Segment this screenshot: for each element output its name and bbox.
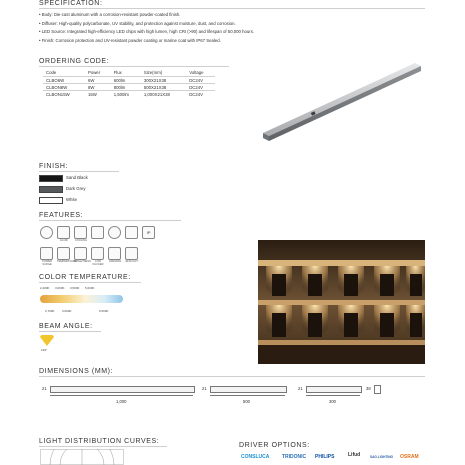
- beam-angle-rule: [39, 331, 101, 332]
- col-flux: Flux: [113, 70, 122, 75]
- dim-height-label-1000: 21: [42, 386, 47, 391]
- ct-bottom-label-2700: 2,700K: [45, 309, 55, 313]
- feature-label: LIFESPAN: [108, 260, 122, 263]
- cell-size: 1,000X21X38: [141, 91, 186, 98]
- driver-logo-sag-lighting: SAG.LIGHTING: [370, 455, 394, 459]
- waterproof-icon: [125, 226, 138, 239]
- cell-voltage: DC24V: [186, 84, 215, 91]
- cell-flux: 600lm: [111, 77, 141, 84]
- color-temperature-gradient-bar: [40, 295, 123, 303]
- brightness-icon: [74, 247, 87, 260]
- spec-item-led-source: • LED Source: Integrated high-efficiency LED chips with high lumen, high CRI (>90) and lifespan of 50,000 hours.: [39, 29, 255, 34]
- features-heading: FEATURES:: [39, 212, 84, 219]
- feature-shield: [40, 226, 53, 239]
- feature-label: BRIGHTNESS: [74, 260, 91, 263]
- low-flicker-icon: [91, 247, 104, 260]
- hi-cri-icon: [57, 226, 70, 239]
- ordering-header-row: [43, 69, 215, 77]
- dim-bar-300: [306, 386, 362, 393]
- driver-options-heading: DRIVER OPTIONS:: [239, 442, 310, 449]
- col-code: Code: [46, 70, 57, 75]
- dim-depth-label: 38: [366, 386, 371, 391]
- feature-label: TEMPERATURE: [57, 260, 77, 263]
- finish-heading: FINISH:: [39, 163, 69, 170]
- ct-bottom-label-3000: 3,000K: [62, 309, 72, 313]
- feature-label: LOW FLICKER: [92, 260, 104, 266]
- dim-height-label-300: 21: [298, 386, 303, 391]
- specification-rule: [39, 8, 425, 9]
- feature-ip-rating: [142, 226, 155, 239]
- table-row: [43, 91, 215, 98]
- feature-label: POWER SURGE: [42, 260, 52, 266]
- color-temperature-heading: COLOR TEMPERATURE:: [39, 274, 131, 281]
- specification-heading: SPECIFICATION:: [39, 0, 103, 7]
- dimensions-heading: DIMENSIONS (MM):: [39, 368, 114, 375]
- finish-label: Sand Black: [66, 175, 88, 180]
- spec-item-diffuser: • Diffuser: High-quality polycarbonate, UV stability, and protection against moisture, dust, and corrosion.: [39, 20, 236, 26]
- driver-logo-lifud: Lifud: [348, 452, 361, 458]
- ordering-heading: ORDERING CODE:: [39, 58, 110, 65]
- cell-voltage: DC24V: [186, 77, 215, 84]
- color-temperature-rule: [39, 282, 141, 283]
- table-row: [43, 84, 215, 91]
- ip-rating-icon: IP: [142, 226, 155, 239]
- light-distribution-heading: LIGHT DISTRIBUTION CURVES:: [39, 438, 160, 445]
- feature-label: EFFICACY: [125, 260, 139, 263]
- dim-length-500: 500: [243, 399, 250, 404]
- ordering-rule: [39, 66, 229, 67]
- driver-logo-tridonic: TRIDONIC: [282, 454, 307, 460]
- col-size: Size(mm): [143, 70, 163, 75]
- col-power: Power: [87, 70, 101, 75]
- finish-label: White: [66, 197, 77, 202]
- cell-power: 8W: [85, 84, 111, 91]
- feature-chip: [91, 226, 104, 239]
- dim-line-300: [306, 395, 360, 396]
- table-row: [43, 77, 215, 84]
- ct-top-label-3000: 3,000K: [55, 286, 65, 290]
- ordering-table: [43, 69, 215, 98]
- features-rule: [39, 220, 181, 221]
- cell-size: 300X21X38: [141, 77, 186, 84]
- gauge-icon: [108, 226, 121, 239]
- feature-label: HI-CRI: [60, 239, 68, 242]
- cell-size: 500X21X38: [141, 84, 186, 91]
- efficacy-icon: [125, 247, 138, 260]
- cell-power: 6W: [85, 77, 111, 84]
- feature-cooling: [74, 226, 88, 242]
- temperature-icon: [57, 247, 70, 260]
- facade-illumination-photo: [258, 240, 425, 364]
- beam-angle-icon: [40, 335, 54, 347]
- driver-logo-osram: OSRAM: [400, 454, 419, 460]
- light-distribution-rule: [39, 446, 167, 447]
- dim-bar-500: [210, 386, 287, 393]
- ct-top-label-5000: 5,000K: [85, 286, 95, 290]
- feature-waterproof: [125, 226, 138, 239]
- feature-power-surge: [40, 247, 54, 266]
- finish-swatch: [39, 186, 63, 193]
- spec-item-finish: • Finish: Corrosion protection and UV-resistant powder coating or marine coat with IP67 Sealed.: [39, 37, 221, 43]
- driver-logo-philips: PHILIPS: [315, 454, 335, 460]
- ct-bottom-label-6500: 6,500K: [99, 309, 109, 313]
- beam-angle-heading: BEAM ANGLE:: [39, 323, 93, 330]
- shield-icon: [40, 226, 53, 239]
- specification-list: [39, 11, 254, 45]
- driver-logo-consluca: CONSLUCA: [241, 454, 270, 460]
- linear-light-product-image: [255, 55, 425, 145]
- ct-top-label-2200: 2,200K: [40, 286, 50, 290]
- ct-top-label-3500: 3,500K: [70, 286, 80, 290]
- cell-code: CLBON15W: [43, 91, 85, 98]
- cell-voltage: DC24V: [186, 91, 215, 98]
- dim-bar-1000: [50, 386, 195, 393]
- lifespan-icon: [108, 247, 121, 260]
- beam-angle-value: 120°: [41, 348, 48, 352]
- finish-swatch: [39, 175, 63, 182]
- dim-length-1000: 1,000: [116, 399, 127, 404]
- feature-low-flicker: [91, 247, 105, 266]
- spec-item-body: • Body: Die-cast aluminum with a corrosion-resistant powder-coated finish.: [39, 12, 181, 17]
- dim-line-1000: [50, 395, 193, 396]
- feature-efficacy: [125, 247, 139, 263]
- dim-height-label-500: 21: [202, 386, 207, 391]
- col-voltage: Voltage: [189, 70, 204, 75]
- cell-power: 15W: [85, 91, 111, 98]
- finish-swatch: [39, 197, 63, 204]
- dim-line-500: [210, 395, 285, 396]
- cooling-icon: [74, 226, 87, 239]
- cell-flux: 800lm: [111, 84, 141, 91]
- finish-rule: [39, 171, 119, 172]
- feature-gauge: [108, 226, 121, 239]
- feature-temperature: [57, 247, 77, 263]
- feature-hi-cri: [57, 226, 71, 242]
- chip-icon: [91, 226, 104, 239]
- dim-length-300: 300: [329, 399, 336, 404]
- dimensions-rule: [39, 376, 425, 377]
- power-surge-icon: [40, 247, 53, 260]
- feature-label: COOLING: [75, 239, 87, 242]
- cell-code: CLBO6W: [43, 77, 85, 84]
- dim-profile-section: [374, 385, 381, 394]
- feature-brightness: [74, 247, 91, 263]
- feature-lifespan: [108, 247, 122, 263]
- finish-label: Dark Grey: [66, 186, 86, 191]
- light-distribution-curve-diagram: [40, 449, 124, 465]
- cell-flux: 1,500lm: [111, 91, 141, 98]
- cell-code: CLBON8W: [43, 84, 85, 91]
